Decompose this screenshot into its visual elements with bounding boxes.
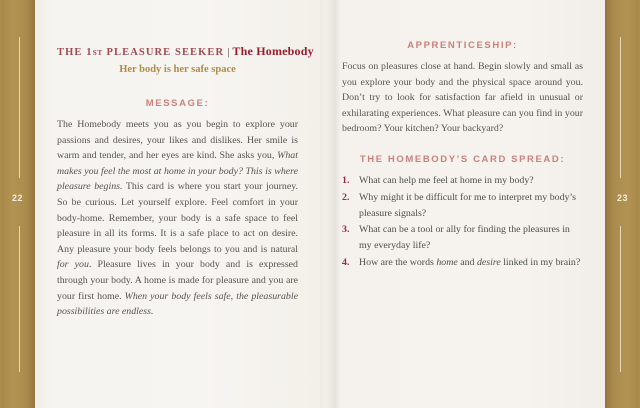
item-text: What can be a tool or ally for finding the pleasures in my everyday life? <box>359 224 570 252</box>
card-spread-item-3 <box>342 222 583 254</box>
item-number: 2. <box>342 191 350 203</box>
title-ordinal: ST <box>92 48 103 57</box>
item-text: What can help me feel at home in my body? <box>359 174 534 186</box>
right-cover-band <box>605 0 640 408</box>
message-heading: MESSAGE: <box>145 98 210 109</box>
item-number: 4. <box>342 256 350 268</box>
item-text: Why might it be difficult for me to interpret my body’s pleasure signals? <box>359 191 577 219</box>
page-number-right: 23 <box>616 193 628 203</box>
right-page <box>320 0 605 408</box>
left-cover-band <box>0 0 35 408</box>
left-page <box>35 0 320 408</box>
title-series: THE 1ST PLEASURE SEEKER <box>57 47 225 58</box>
title-separator-bar: | <box>227 46 230 58</box>
band-rule-bottom <box>620 226 621 372</box>
page-number-left: 22 <box>11 193 23 203</box>
band-rule-bottom <box>19 226 20 372</box>
apprenticeship-heading: APPRENTICESHIP: <box>407 40 518 51</box>
item-number: 1. <box>342 174 350 186</box>
card-spread-heading: THE HOMEBODY’S CARD SPREAD: <box>359 153 566 165</box>
card-spread-item-2 <box>342 190 583 222</box>
item-text: How are the words home and desire linked in my brain? <box>359 256 581 268</box>
card-spread-item-4 <box>342 255 583 271</box>
card-spread-item-1 <box>342 173 583 189</box>
band-rule-top <box>620 37 621 178</box>
page-title <box>57 38 314 59</box>
apprenticeship-paragraph: Focus on pleasures close at hand. Begin slowly and small as you explore your body and the physical space around you. Don’t try to look for satisfaction far afield in unusual or exhilarating experiences. What pleasure can you find in your bedroom? Your kitchen? Your backyard? <box>342 61 583 135</box>
card-subtitle: Her body is her safe space <box>119 64 236 75</box>
item-number: 3. <box>342 224 350 236</box>
band-rule-top <box>19 37 20 178</box>
message-paragraph: The Homebody meets you as you begin to explore your passions and desires, your likes and dislikes. Her smile is warm and tender, and her eyes are kind. She asks you, What makes you feel the most at home in your body? This is where pleasure begins. This card is where you start your journey. So be curious. Let yourself explore. Feel comfort in your body-home. Remember, your body is a safe space to feel pleasure in all its forms. It is a safe place to act on desire. Any pleasure your body feels belongs to you and is natural for you. Pleasure lives in your body and is expressed through your body. A home is made for pleasure and you are your first home. When your body feels safe, the pleasurable possibilities are endless. <box>57 119 298 318</box>
card-spread-list <box>342 173 583 271</box>
title-card-name: The Homebody <box>232 44 314 58</box>
